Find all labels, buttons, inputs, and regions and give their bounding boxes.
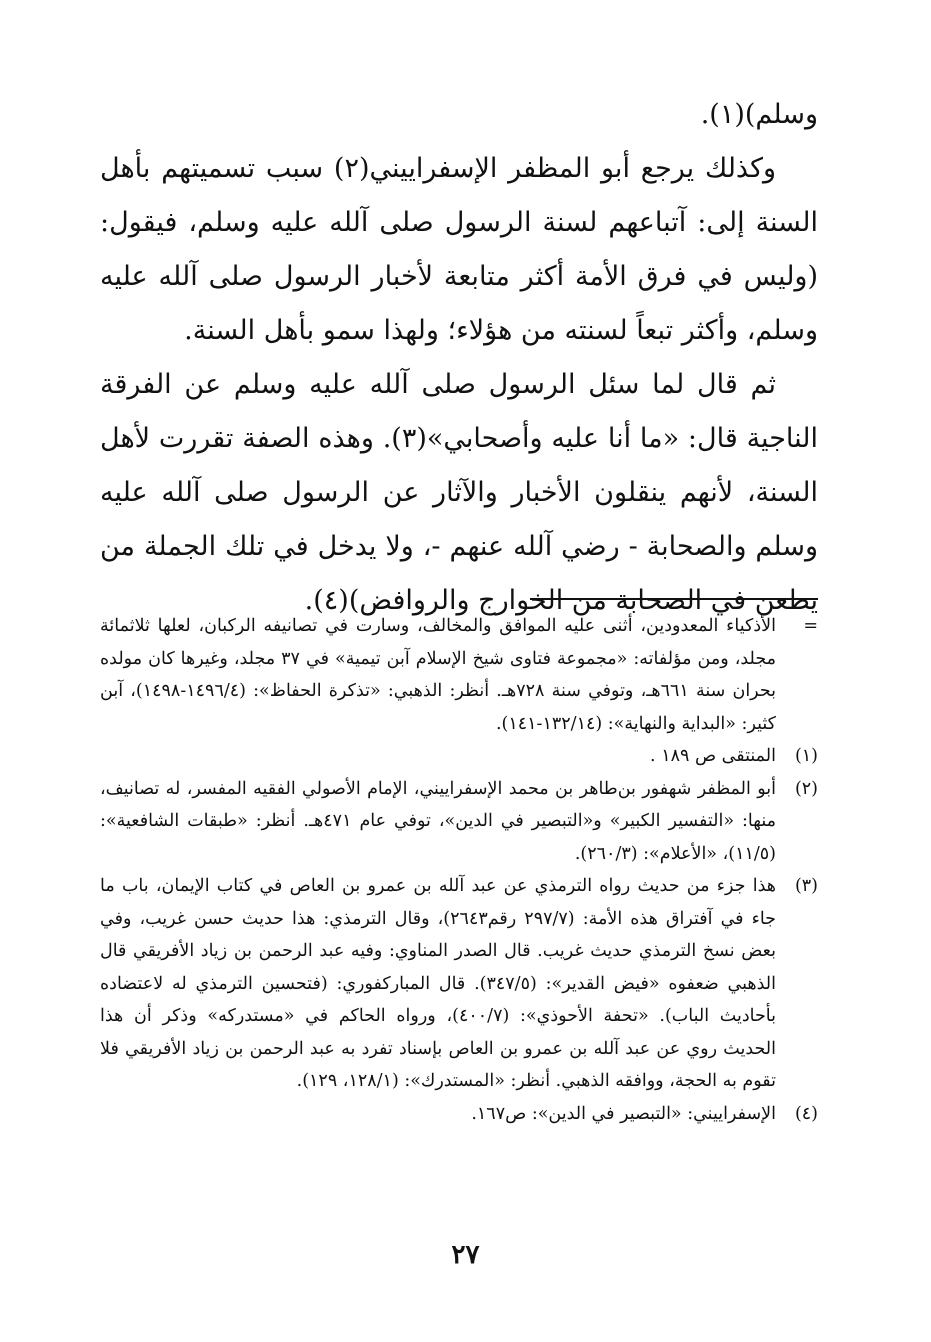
footnote-marker: (٤) bbox=[794, 1103, 818, 1124]
page-number: ٢٧ bbox=[451, 1240, 480, 1270]
footnote-marker: (٣) bbox=[794, 876, 818, 896]
footnote-marker: (١) bbox=[794, 746, 818, 766]
footnote-text: هذا جزء من حديث رواه الترمذي عن عبد آلله بن عمرو بن العاص في كتاب الإيمان، باب ما جاء في آفتراق هذه الأمة: (٢٩٧/٧ رقم٢٦٤٣)، وقال الترمذي: هذا حديث حسن غريب، وفي بعض نسخ الترمذي حديث غريب. قال الصدر المناوي: وفيه عبد الرحمن بن زياد الأفريقي قال الذهبي ضعفوه «فيض القدير»: (٣٤٧/٥). قال المباركفوري: (فتحسين الترمذي له لاعتضاده بأحاديث الباب). «تحفة الأحوذي»: (٤٠٠/٧)، ورواه الحاكم في «مستدركه» وذكر أن هذا الحديث روي عن عبد آلله بن عمرو بن العاص بإسناد تفرد به عبد الرحمن بن زياد الأفريقي فلا تقوم به الحجة، ووافقه الذهبي. أنظر: «المستدرك»: (١٢٨/١، ١٢٩). bbox=[100, 876, 777, 1091]
footnote-separator bbox=[530, 598, 818, 600]
body-paragraph-2: وكذلك يرجع أبو المظفر الإسفراييني(٢) سبب تسميتهم بأهل السنة إلى: آتباعهم لسنة الرسول صلى آلله عليه وسلم، فيقول: (وليس في فرق الأمة أكثر متابعة لأخبار الرسول صلى آلله عليه وسلم، وأكثر تبعاً لسنته من هؤلاء؛ ولهذا سمو بأهل السنة. bbox=[100, 153, 818, 346]
footnote-text: أبو المظفر شهفور بن‌طاهر بن محمد الإسفراييني، الإمام الأصولي الفقيه المفسر، له تصانيف، منها: «التفسير الكبير» و«التبصير في الدين»، توفي عام ٤٧١هـ. أنظر: «طبقات الشافعية»: (١١/٥)، «الأعلام»: (٢٦٠/٣). bbox=[100, 778, 776, 864]
body-text bbox=[100, 88, 818, 628]
footnote-4 bbox=[100, 1098, 818, 1131]
footnote-3 bbox=[100, 870, 818, 1098]
body-paragraph-1: وسلم)(١). bbox=[700, 99, 818, 130]
footnote-2 bbox=[100, 773, 818, 871]
main-text bbox=[100, 88, 818, 628]
footnote-continued bbox=[100, 610, 818, 740]
footnote-marker: (٢) bbox=[794, 778, 818, 799]
footnote-text: الإسفراييني: «التبصير في الدين»: ص١٦٧. bbox=[471, 1103, 776, 1124]
footnote-1 bbox=[100, 740, 818, 773]
body-paragraph-3: ثم قال لما سئل الرسول صلى آلله عليه وسلم عن الفرقة الناجية قال: «ما أنا عليه وأصحابي»(٣). وهذه الصفة تقررت لأهل السنة، لأنهم ينقلون الأخبار والآثار عن الرسول صلى آلله عليه وسلم والصحابة - رضي آلله عنهم -، ولا يدخل في تلك الجملة من يطعن في الصحابة من الخوارج والروافض)(٤). bbox=[100, 369, 818, 616]
footnote-marker: = bbox=[803, 616, 818, 636]
footnote-text: الأذكياء المعدودين، أثنى عليه الموافق والمخالف، وسارت في تصانيفه الركبان، لعلها ثلاثمائة مجلد، ومن مؤلفاته: «مجموعة فتاوى شيخ الإسلام آبن تيمية» في ٣٧ مجلد، وغيرها كان مولده بحران سنة ٦٦١هـ، وتوفي سنة ٧٢٨هـ. أنظر: الذهبي: «تذكرة الحفاظ»: (١٤٩٦/٤-١٤٩٨)، آبن كثير: «البداية والنهاية»: (١٣٢/١٤-١٤١). bbox=[100, 616, 776, 734]
footnotes bbox=[100, 610, 818, 1130]
footnote-text: المنتقى ص ١٨٩ . bbox=[650, 746, 776, 766]
